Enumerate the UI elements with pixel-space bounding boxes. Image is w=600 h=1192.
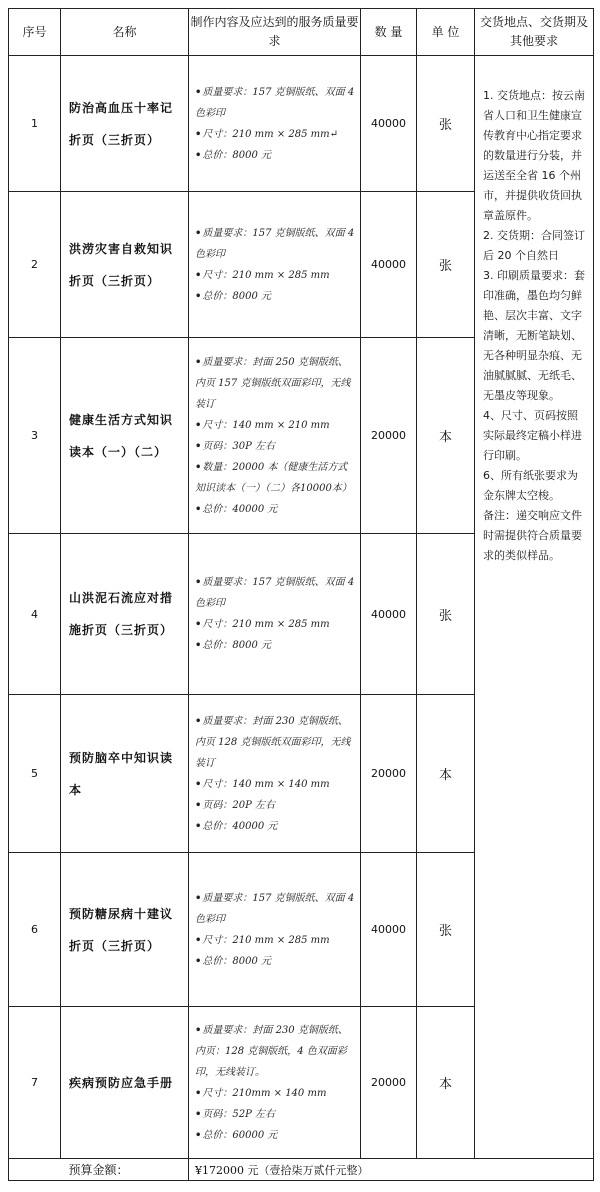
delivery-requirements: [475, 56, 594, 1159]
row-unit: 本: [417, 1007, 475, 1159]
row-unit: 本: [417, 695, 475, 853]
requirement-item: • 总价：40000 元: [195, 816, 356, 837]
delivery-note: 1. 交货地点：按云南省人口和卫生健康宣传教育中心指定要求的数量进行分装，并运送至全省 16 个州市，并提供收货回执章盖原件。: [483, 89, 585, 222]
row-quantity: 40000: [361, 56, 417, 192]
row-name: 健康生活方式知识读本（一）（二）: [61, 338, 189, 534]
row-name: 预防脑卒中知识读本: [61, 695, 189, 853]
budget-value: ¥172000 元（壹拾柒万贰仟元整）: [189, 1159, 594, 1181]
header-unit: 单 位: [417, 9, 475, 56]
delivery-note: 备注：递交响应文件时需提供符合质量要求的类似样品。: [483, 509, 582, 562]
requirement-item: • 尺寸：140 mm × 140 mm: [195, 774, 356, 795]
requirement-item: • 尺寸：210 mm × 285 mm: [195, 930, 356, 951]
table-header-row: [9, 9, 594, 56]
row-name: 防治高血压十率记折页（三折页）: [61, 56, 189, 192]
row-name: 洪涝灾害自救知识折页（三折页）: [61, 192, 189, 338]
delivery-note: 6、所有纸张要求为金东牌太空梭。: [483, 469, 578, 502]
row-requirements: [189, 192, 361, 338]
row-quantity: 20000: [361, 695, 417, 853]
row-requirements: [189, 338, 361, 534]
header-quantity: 数 量: [361, 9, 417, 56]
row-requirements: [189, 534, 361, 695]
requirement-item: • 总价：8000 元: [195, 286, 356, 307]
row-quantity: 40000: [361, 534, 417, 695]
requirement-item: • 质量要求：封面 230 克铜版纸、内页：128 克铜版纸，4 色双面彩印，无线装订。: [195, 1020, 356, 1083]
requirement-item: • 页码：52P 左右: [195, 1104, 356, 1125]
row-requirements: [189, 56, 361, 192]
delivery-note: 3. 印刷质量要求：套印准确，墨色均匀鲜艳、层次丰富、文字清晰，无断笔缺划、无各种明显杂痕、无油腻腻腻、无纸毛、无墨皮等现象。: [483, 269, 585, 402]
requirement-item: • 数量：20000 本（健康生活方式知识读本（一）（二）各10000本）: [195, 457, 356, 499]
budget-label: 预算金额：: [9, 1159, 189, 1181]
row-unit: 张: [417, 853, 475, 1007]
header-delivery: 交货地点、交货期及其他要求: [475, 9, 594, 56]
row-requirements: [189, 853, 361, 1007]
requirement-item: • 总价：40000 元: [195, 499, 356, 520]
requirement-item: • 质量要求：157 克铜版纸、双面 4 色彩印: [195, 82, 356, 124]
row-quantity: 20000: [361, 338, 417, 534]
requirement-item: • 尺寸：210 mm × 285 mm↵: [195, 124, 356, 145]
budget-row: [9, 1159, 594, 1181]
row-requirements: [189, 695, 361, 853]
requirement-item: • 质量要求：157 克铜版纸、双面 4 色彩印: [195, 223, 356, 265]
requirement-item: • 页码：20P 左右: [195, 795, 356, 816]
requirement-item: • 质量要求：封面 230 克铜版纸、内页 128 克铜版纸双面彩印，无线装订: [195, 711, 356, 774]
row-no: 2: [9, 192, 61, 338]
requirement-item: • 尺寸：210mm × 140 mm: [195, 1083, 356, 1104]
requirement-item: • 总价：60000 元: [195, 1125, 356, 1146]
row-requirements: [189, 1007, 361, 1159]
row-no: 1: [9, 56, 61, 192]
table-row: [9, 56, 594, 192]
row-no: 3: [9, 338, 61, 534]
requirement-item: • 总价：8000 元: [195, 635, 356, 656]
header-requirements: 制作内容及应达到的服务质量要求: [189, 9, 361, 56]
requirement-item: • 页码：30P 左右: [195, 436, 356, 457]
row-no: 7: [9, 1007, 61, 1159]
requirement-item: • 尺寸：140 mm × 210 mm: [195, 415, 356, 436]
delivery-note: 4、尺寸、页码按照实际最终定稿小样进行印刷。: [483, 409, 582, 462]
row-no: 4: [9, 534, 61, 695]
requirement-item: • 质量要求：157 克铜版纸、双面 4 色彩印: [195, 572, 356, 614]
requirement-item: • 总价：8000 元: [195, 951, 356, 972]
row-unit: 张: [417, 534, 475, 695]
header-no: 序号: [9, 9, 61, 56]
requirement-item: • 总价：8000 元: [195, 145, 356, 166]
delivery-note: 2. 交货期：合同签订后 20 个自然日: [483, 229, 585, 262]
row-unit: 本: [417, 338, 475, 534]
row-no: 6: [9, 853, 61, 1007]
header-name: 名称: [61, 9, 189, 56]
row-unit: 张: [417, 56, 475, 192]
row-name: 山洪泥石流应对措施折页（三折页）: [61, 534, 189, 695]
requirement-item: • 尺寸：210 mm × 285 mm: [195, 265, 356, 286]
row-no: 5: [9, 695, 61, 853]
requirement-item: • 尺寸：210 mm × 285 mm: [195, 614, 356, 635]
row-quantity: 20000: [361, 1007, 417, 1159]
requirement-item: • 质量要求：封面 250 克铜版纸、内页 157 克铜版纸双面彩印，无线装订: [195, 352, 356, 415]
requirements-table: [8, 8, 594, 1181]
row-name: 预防糖尿病十建议折页（三折页）: [61, 853, 189, 1007]
requirement-item: • 质量要求：157 克铜版纸、双面 4 色彩印: [195, 888, 356, 930]
row-unit: 张: [417, 192, 475, 338]
row-name: 疾病预防应急手册: [61, 1007, 189, 1159]
row-quantity: 40000: [361, 192, 417, 338]
row-quantity: 40000: [361, 853, 417, 1007]
